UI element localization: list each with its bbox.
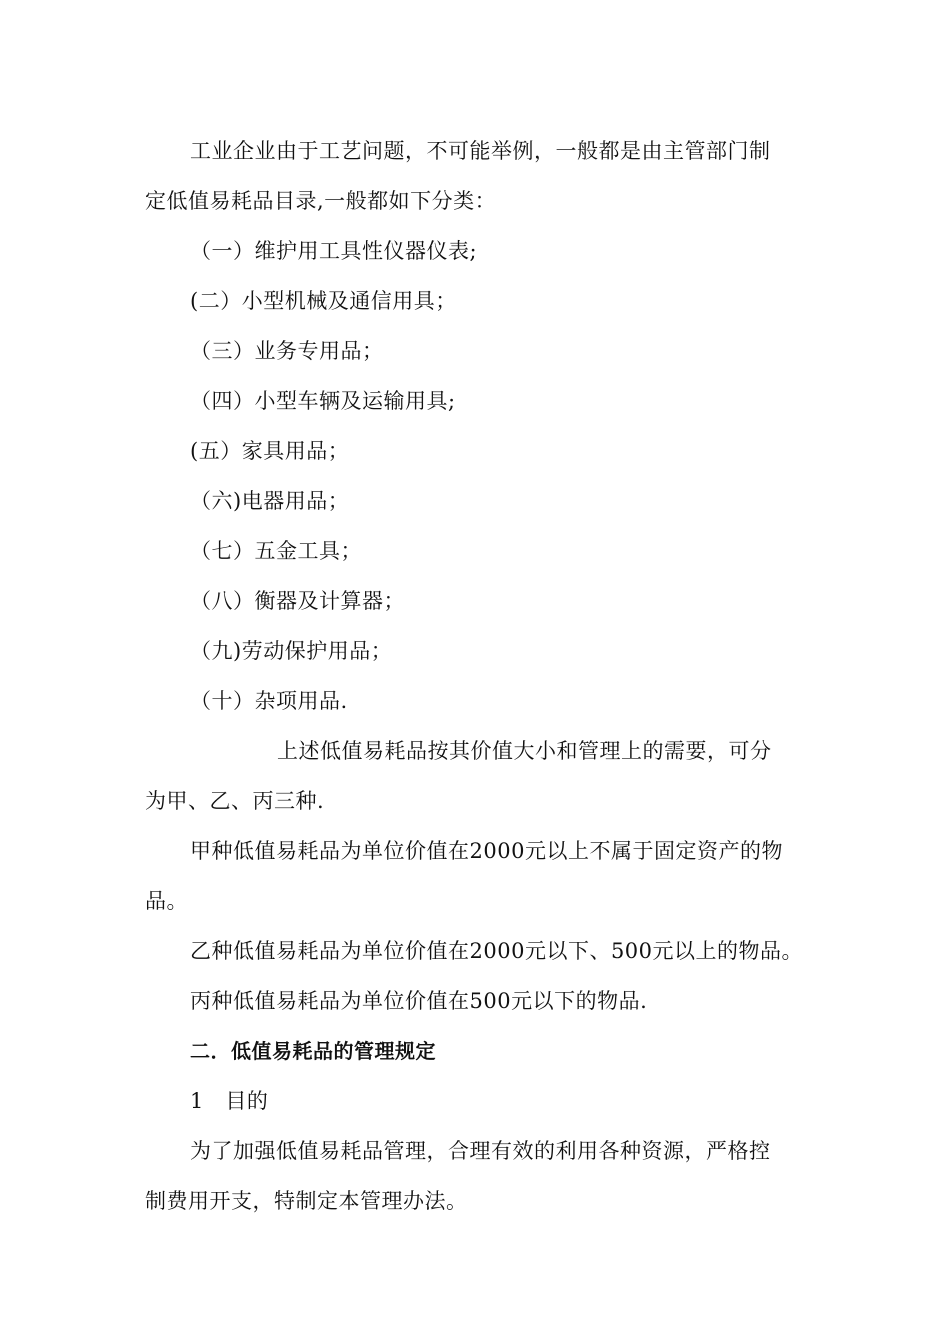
type-a-paragraph-line-2: 品。 <box>145 889 188 913</box>
category-item-3: （三）业务专用品； <box>190 339 384 363</box>
intro-paragraph-line-1: 工业企业由于工艺问题，不可能举例，一般都是由主管部门制 <box>190 139 771 163</box>
category-item-10: （十）杂项用品. <box>190 689 348 713</box>
classification-paragraph-line-2: 为甲、乙、丙三种. <box>145 789 325 813</box>
category-item-1: （一）维护用工具性仪器仪表; <box>190 239 478 263</box>
category-item-2: (二）小型机械及通信用具； <box>190 289 457 313</box>
category-item-6: （六)电器用品； <box>190 489 350 513</box>
purpose-paragraph-line-1: 为了加强低值易耗品管理，合理有效的利用各种资源，严格控 <box>190 1139 771 1163</box>
classification-paragraph-line-1: 上述低值易耗品按其价值大小和管理上的需要，可分 <box>277 739 772 763</box>
purpose-paragraph-line-2: 制费用开支，特制定本管理办法。 <box>145 1189 468 1213</box>
section-heading: 二．低值易耗品的管理规定 <box>190 1039 436 1063</box>
subsection-heading: 1 目的 <box>190 1089 269 1113</box>
category-item-5: (五）家具用品； <box>190 439 350 463</box>
type-a-paragraph-line-1: 甲种低值易耗品为单位价值在2000元以上不属于固定资产的物 <box>190 839 783 863</box>
category-item-4: （四）小型车辆及运输用具; <box>190 389 456 413</box>
category-item-8: （八）衡器及计算器； <box>190 589 405 613</box>
category-item-9: （九)劳动保护用品； <box>190 639 393 663</box>
type-c-paragraph: 丙种低值易耗品为单位价值在500元以下的物品. <box>190 989 648 1013</box>
type-b-paragraph: 乙种低值易耗品为单位价值在2000元以下、500元以上的物品。 <box>190 939 804 963</box>
intro-paragraph-line-2: 定低值易耗品目录,一般都如下分类： <box>145 189 497 213</box>
category-item-7: （七）五金工具； <box>190 539 362 563</box>
